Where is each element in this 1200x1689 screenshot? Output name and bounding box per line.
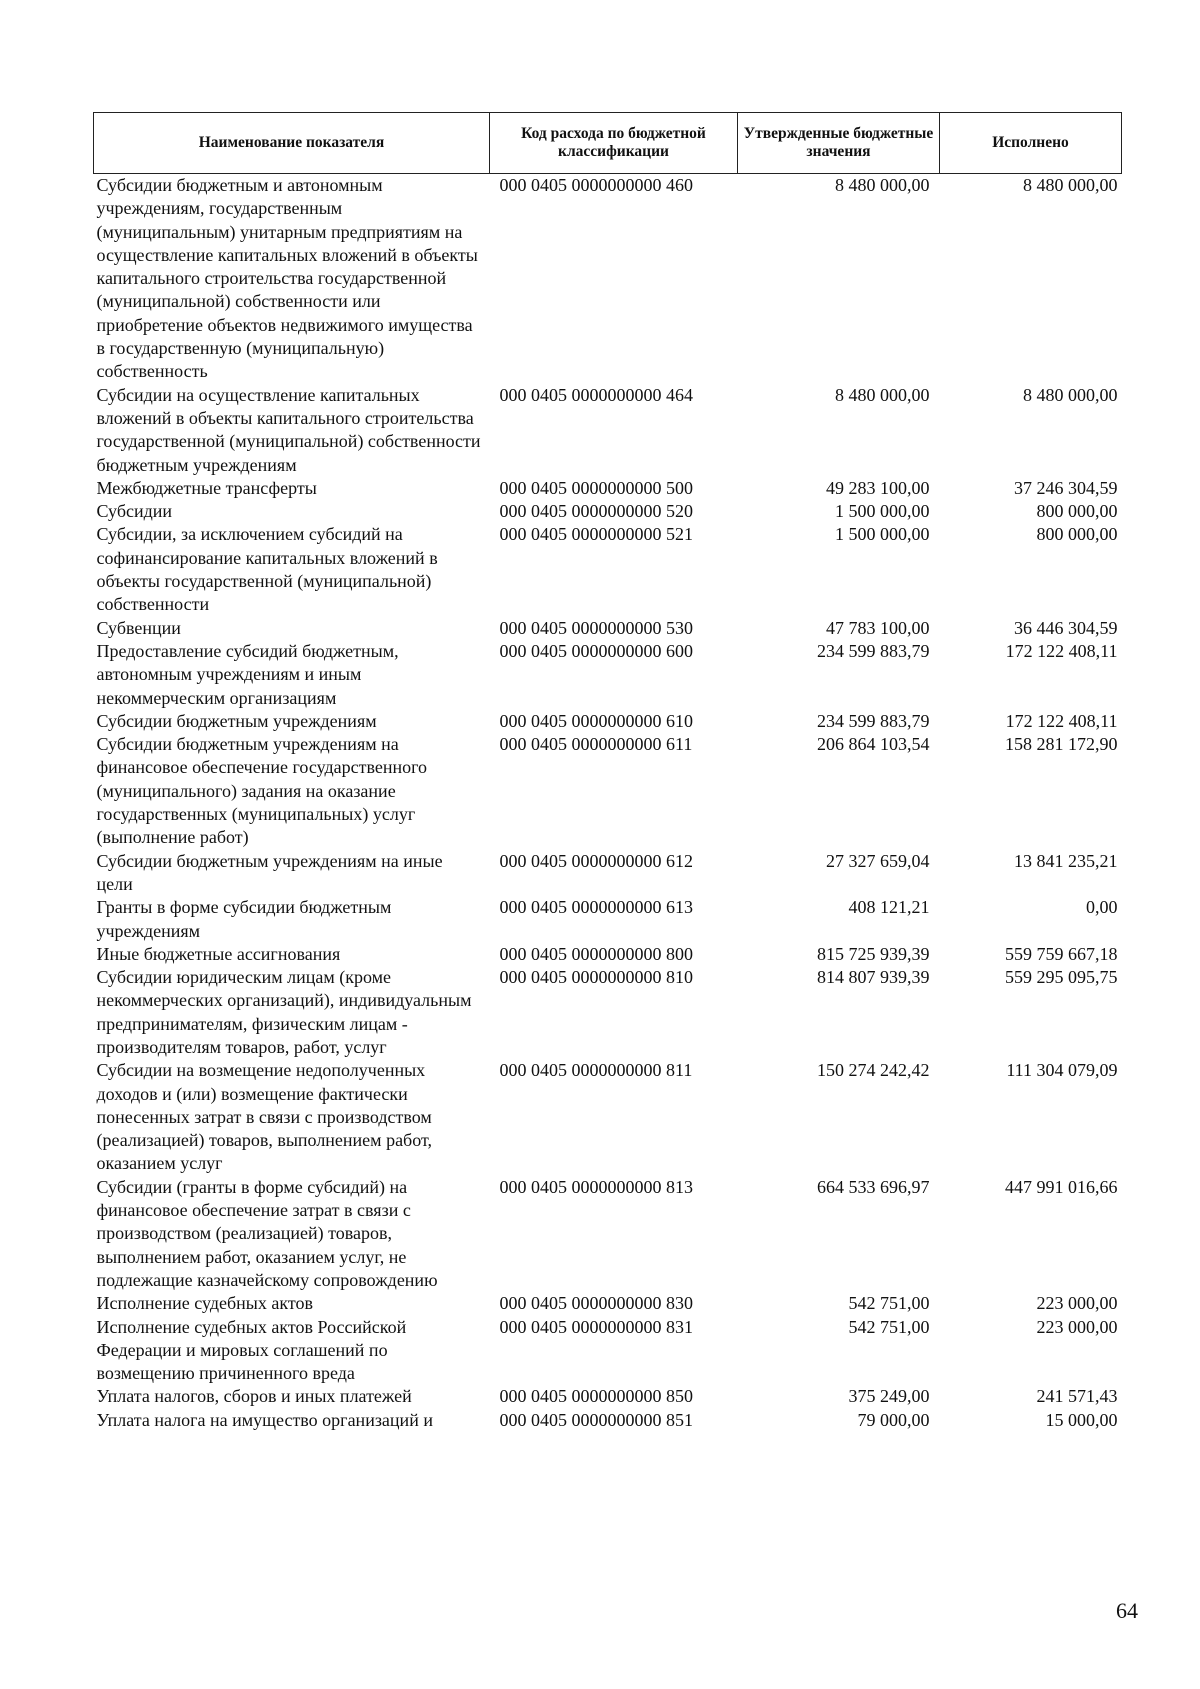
row-approved: 375 249,00 bbox=[848, 1386, 930, 1407]
row-name: Субсидии бюджетным учреждениям на иные цели bbox=[96, 850, 443, 894]
row-executed: 223 000,00 bbox=[1036, 1316, 1118, 1337]
row-executed: 158 281 172,90 bbox=[1005, 734, 1118, 755]
row-code: 000 0405 0000000000 464 bbox=[499, 384, 693, 405]
row-name: Субвенции bbox=[96, 617, 181, 638]
row-executed: 8 480 000,00 bbox=[1023, 175, 1118, 195]
table-row bbox=[94, 1316, 1122, 1386]
row-approved: 542 751,00 bbox=[848, 1293, 930, 1314]
row-approved: 206 864 103,54 bbox=[817, 734, 930, 755]
row-executed: 15 000,00 bbox=[1045, 1409, 1118, 1430]
row-approved: 150 274 242,42 bbox=[817, 1060, 930, 1081]
row-approved: 27 327 659,04 bbox=[826, 850, 930, 871]
row-approved: 49 283 100,00 bbox=[826, 477, 930, 498]
table-row bbox=[94, 896, 1122, 943]
table-row bbox=[94, 500, 1122, 523]
row-approved: 1 500 000,00 bbox=[835, 524, 930, 545]
row-approved: 408 121,21 bbox=[848, 897, 930, 918]
row-executed: 0,00 bbox=[1086, 897, 1118, 918]
row-code: 000 0405 0000000000 811 bbox=[499, 1060, 693, 1081]
row-code: 000 0405 0000000000 810 bbox=[499, 967, 693, 988]
row-executed: 13 841 235,21 bbox=[1014, 850, 1118, 871]
table-row bbox=[94, 1292, 1122, 1315]
row-name: Субсидии bbox=[96, 501, 173, 522]
row-name: Исполнение судебных актов Российской Федерации и мировых соглашений по возмещению причиненного вреда bbox=[96, 1316, 407, 1384]
header-name: Наименование показателя bbox=[94, 113, 490, 174]
table-row bbox=[94, 1059, 1122, 1175]
table-row bbox=[94, 384, 1122, 477]
row-name: Уплата налога на имущество организаций и bbox=[96, 1409, 433, 1430]
header-code: Код расхода по бюджетной классификации bbox=[490, 113, 738, 174]
row-approved: 815 725 939,39 bbox=[817, 943, 930, 964]
table-row bbox=[94, 733, 1122, 849]
row-name: Гранты в форме субсидии бюджетным учреждениям bbox=[96, 897, 392, 941]
row-name: Субсидии, за исключением субсидий на софинансирование капитальных вложений в объекты государственной (муниципальной) собственности bbox=[96, 524, 438, 615]
row-approved: 814 807 939,39 bbox=[817, 967, 930, 988]
row-executed: 800 000,00 bbox=[1036, 501, 1118, 522]
row-approved: 234 599 883,79 bbox=[817, 710, 930, 731]
row-code: 000 0405 0000000000 612 bbox=[499, 850, 693, 871]
row-code: 000 0405 0000000000 530 bbox=[499, 617, 693, 638]
row-executed: 241 571,43 bbox=[1036, 1386, 1118, 1407]
table-row bbox=[94, 850, 1122, 897]
row-executed: 172 122 408,11 bbox=[1005, 710, 1118, 731]
table-row bbox=[94, 1176, 1122, 1292]
row-executed: 36 446 304,59 bbox=[1014, 617, 1118, 638]
table-row bbox=[94, 477, 1122, 500]
row-executed: 8 480 000,00 bbox=[1023, 384, 1118, 405]
row-name: Субсидии бюджетным и автономным учреждениям, государственным (муниципальным) унитарным предприятиям на осуществление капитальных вложений в объекты капитального строительства государственной (муниципальной) собственности или приобретение объектов недвижимого имущества в государственную (муниципальную) собственность bbox=[96, 175, 478, 382]
row-code: 000 0405 0000000000 600 bbox=[499, 640, 693, 661]
row-executed: 800 000,00 bbox=[1036, 524, 1118, 545]
row-name: Предоставление субсидий бюджетным, автономным учреждениям и иным некоммерческим организациям bbox=[96, 640, 399, 708]
row-approved: 234 599 883,79 bbox=[817, 640, 930, 661]
row-code: 000 0405 0000000000 851 bbox=[499, 1409, 693, 1430]
header-executed: Исполнено bbox=[940, 113, 1122, 174]
row-name: Иные бюджетные ассигнования bbox=[96, 943, 341, 964]
row-name: Субсидии юридическим лицам (кроме некоммерческих организаций), индивидуальным предпринимателям, физическим лицам - производителям товаров, работ, услуг bbox=[96, 967, 472, 1057]
row-code: 000 0405 0000000000 850 bbox=[499, 1386, 693, 1407]
row-approved: 79 000,00 bbox=[857, 1409, 930, 1430]
row-name: Субсидии (гранты в форме субсидий) на финансовое обеспечение затрат в связи с производством (реализацией) товаров, выполнением работ, оказанием услуг, не подлежащие казначейскому сопровождению bbox=[96, 1176, 438, 1290]
table-row bbox=[94, 1385, 1122, 1408]
row-executed: 559 295 095,75 bbox=[1005, 967, 1118, 988]
row-executed: 447 991 016,66 bbox=[1005, 1176, 1118, 1197]
table-row bbox=[94, 1409, 1122, 1432]
row-name: Субсидии бюджетным учреждениям bbox=[96, 710, 377, 731]
page-number: 64 bbox=[1116, 1598, 1138, 1623]
table-row bbox=[94, 966, 1122, 1059]
row-approved: 542 751,00 bbox=[848, 1316, 930, 1337]
row-approved: 47 783 100,00 bbox=[826, 617, 930, 638]
table-header-row bbox=[94, 113, 1122, 174]
row-name: Межбюджетные трансферты bbox=[96, 477, 317, 498]
row-executed: 223 000,00 bbox=[1036, 1293, 1118, 1314]
row-name: Исполнение судебных актов bbox=[96, 1293, 314, 1314]
row-code: 000 0405 0000000000 521 bbox=[499, 524, 693, 545]
row-code: 000 0405 0000000000 610 bbox=[499, 710, 693, 731]
row-executed: 172 122 408,11 bbox=[1005, 640, 1118, 661]
row-name: Субсидии на осуществление капитальных вложений в объекты капитального строительства государственной (муниципальной) собственности бюджетным учреждениям bbox=[96, 384, 481, 475]
row-approved: 8 480 000,00 bbox=[835, 175, 930, 195]
row-code: 000 0405 0000000000 813 bbox=[499, 1176, 693, 1197]
row-code: 000 0405 0000000000 611 bbox=[499, 734, 693, 755]
row-code: 000 0405 0000000000 831 bbox=[499, 1316, 693, 1337]
row-approved: 1 500 000,00 bbox=[835, 501, 930, 522]
row-approved: 8 480 000,00 bbox=[835, 384, 930, 405]
table-row bbox=[94, 523, 1122, 616]
table-row bbox=[94, 617, 1122, 640]
budget-execution-table bbox=[93, 112, 1122, 1432]
table-body bbox=[94, 174, 1122, 1433]
row-executed: 111 304 079,09 bbox=[1006, 1060, 1118, 1081]
row-approved: 664 533 696,97 bbox=[817, 1176, 930, 1197]
row-code: 000 0405 0000000000 613 bbox=[499, 897, 693, 918]
table-row bbox=[94, 710, 1122, 733]
row-code: 000 0405 0000000000 830 bbox=[499, 1293, 693, 1314]
table-row bbox=[94, 640, 1122, 710]
row-name: Уплата налогов, сборов и иных платежей bbox=[96, 1386, 412, 1407]
row-name: Субсидии на возмещение недополученных доходов и (или) возмещение фактически понесенных затрат в связи с производством (реализацией) товаров, выполнением работ, оказанием услуг bbox=[96, 1060, 432, 1174]
row-code: 000 0405 0000000000 460 bbox=[499, 175, 693, 195]
table-row bbox=[94, 943, 1122, 966]
row-executed: 37 246 304,59 bbox=[1014, 477, 1118, 498]
row-executed: 559 759 667,18 bbox=[1005, 943, 1118, 964]
row-code: 000 0405 0000000000 800 bbox=[499, 943, 693, 964]
row-name: Субсидии бюджетным учреждениям на финансовое обеспечение государственного (муниципального) задания на оказание государственных (муниципальных) услуг (выполнение работ) bbox=[96, 734, 428, 848]
row-code: 000 0405 0000000000 520 bbox=[499, 501, 693, 522]
header-approved: Утвержденные бюджетные значения bbox=[738, 113, 940, 174]
table-row bbox=[94, 174, 1122, 384]
row-code: 000 0405 0000000000 500 bbox=[499, 477, 693, 498]
